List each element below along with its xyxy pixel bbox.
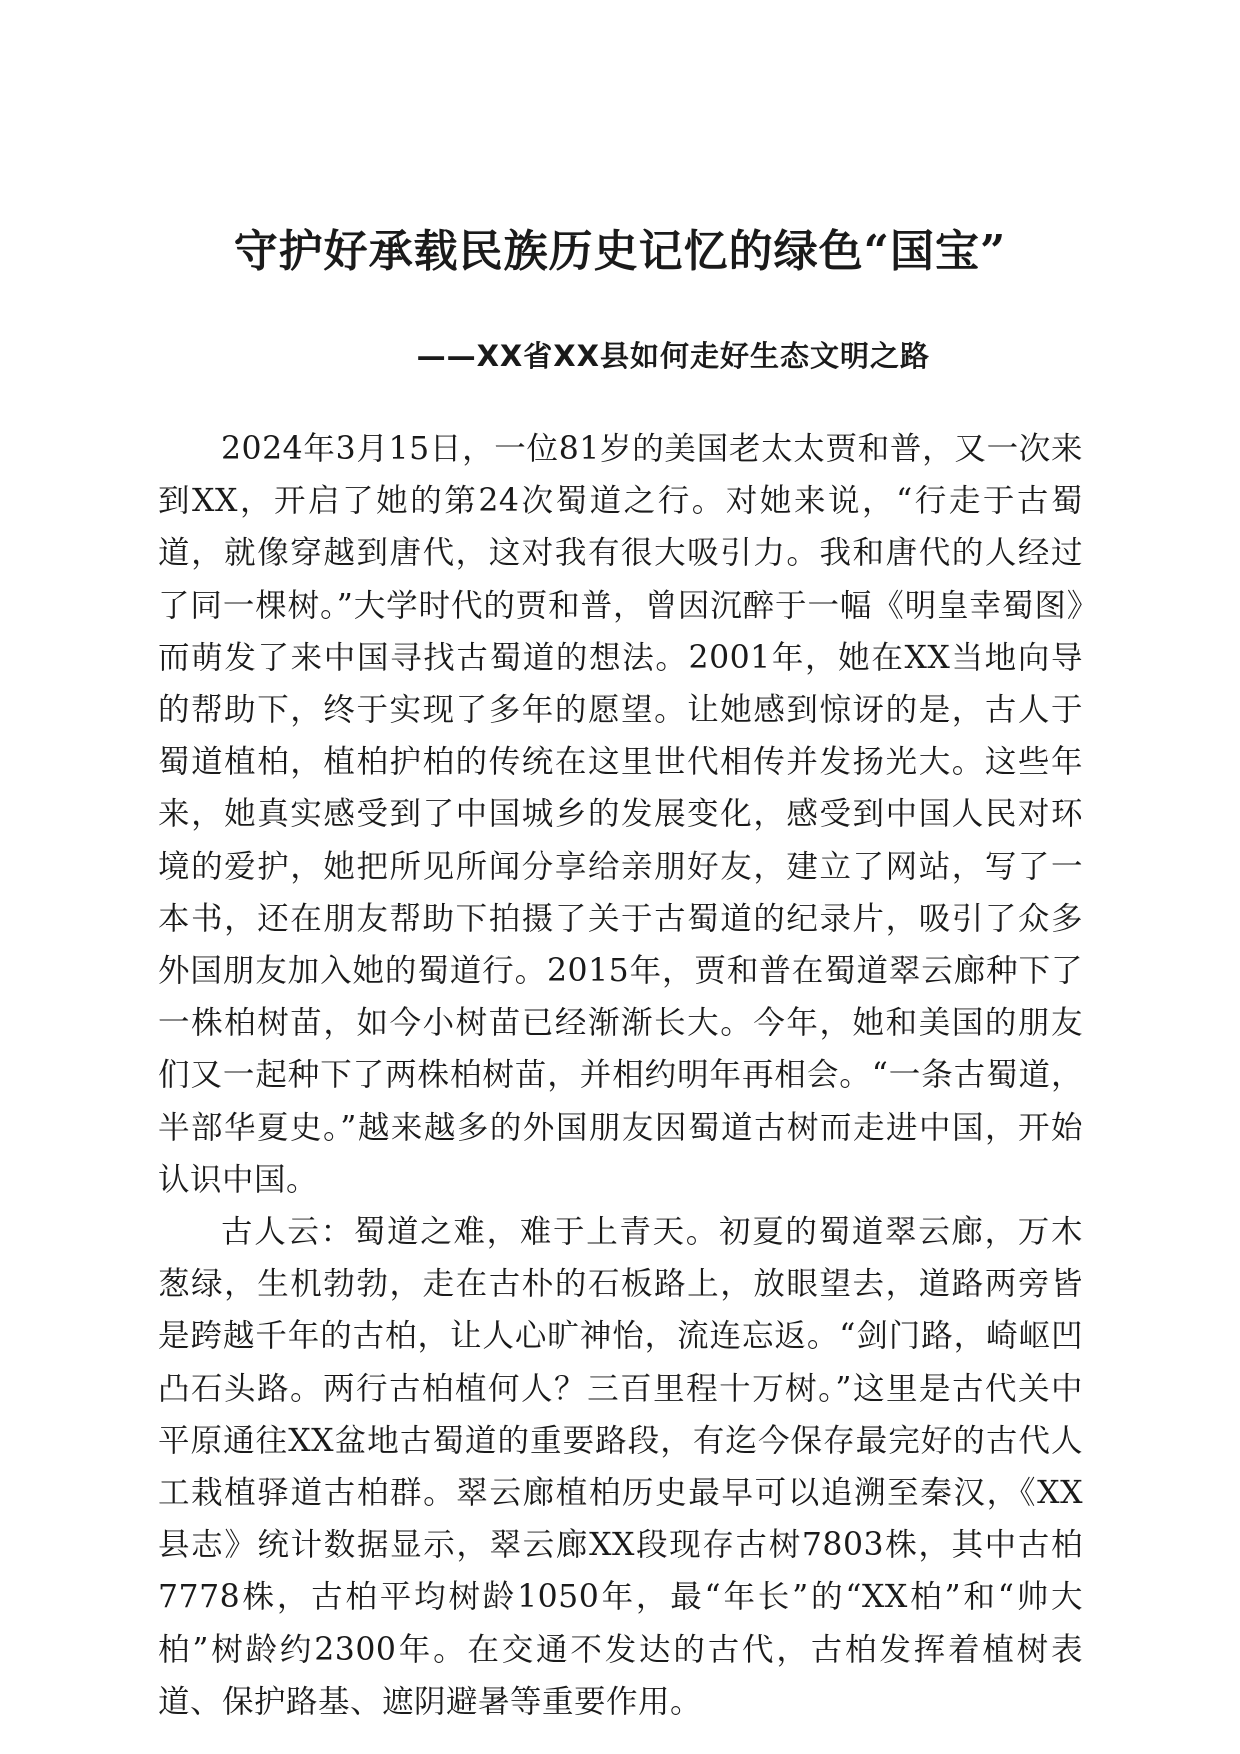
body-paragraph: 2024年3月15日，一位81岁的美国老太太贾和普，又一次来到XX，开启了她的第24次蜀道之行。对她来说，“行走于古蜀道，就像穿越到唐代，这对我有很大吸引力。我和唐代的人经过了同一棵树。”大学时代的贾和普，曾因沉醉于一幅《明皇幸蜀图》而萌发了来中国寻找古蜀道的想法。2001年，她在XX当地向导的帮助下，终于实现了多年的愿望。让她感到惊讶的是，古人于蜀道植柏，植柏护柏的传统在这里世代相传并发扬光大。这些年来，她真实感受到了中国城乡的发展变化，感受到中国人民对环境的爱护，她把所见所闻分享给亲朋好友，建立了网站，写了一本书，还在朋友帮助下拍摄了关于古蜀道的纪录片，吸引了众多外国朋友加入她的蜀道行。2015年，贾和普在蜀道翠云廊种下了一株柏树苗，如今小树苗已经渐渐长大。今年，她和美国的朋友们又一起种下了两株柏树苗，并相约明年再相会。“一条古蜀道，半部华夏史。”越来越多的外国朋友因蜀道古树而走进中国，开始认识中国。 <box>158 431 1083 1198</box>
document-title: 守护好承载民族历史记忆的绿色“国宝” <box>233 226 1007 277</box>
body-paragraph: 古人云：蜀道之难，难于上青天。初夏的蜀道翠云廊，万木葱绿，生机勃勃，走在古朴的石板路上，放眼望去，道路两旁皆是跨越千年的古柏，让人心旷神怡，流连忘返。“剑门路，崎岖凹凸石头路。两行古柏植何人？三百里程十万树。”这里是古代关中平原通往XX盆地古蜀道的重要路段，有迄今保存最完好的古代人工栽植驿道古柏群。翠云廊植柏历史最早可以追溯至秦汉，《XX县志》统计数据显示，翠云廊XX段现存古树7803株，其中古柏7778株，古柏平均树龄1050年，最“年长”的“XX柏”和“帅大柏”树龄约2300年。在交通不发达的古代，古柏发挥着植树表道、保护路基、遮阴避暑等重要作用。 <box>158 1214 1083 1720</box>
document-body <box>158 423 1083 1728</box>
document-subtitle: ——XX省XX县如何走好生态文明之路 <box>416 339 930 373</box>
